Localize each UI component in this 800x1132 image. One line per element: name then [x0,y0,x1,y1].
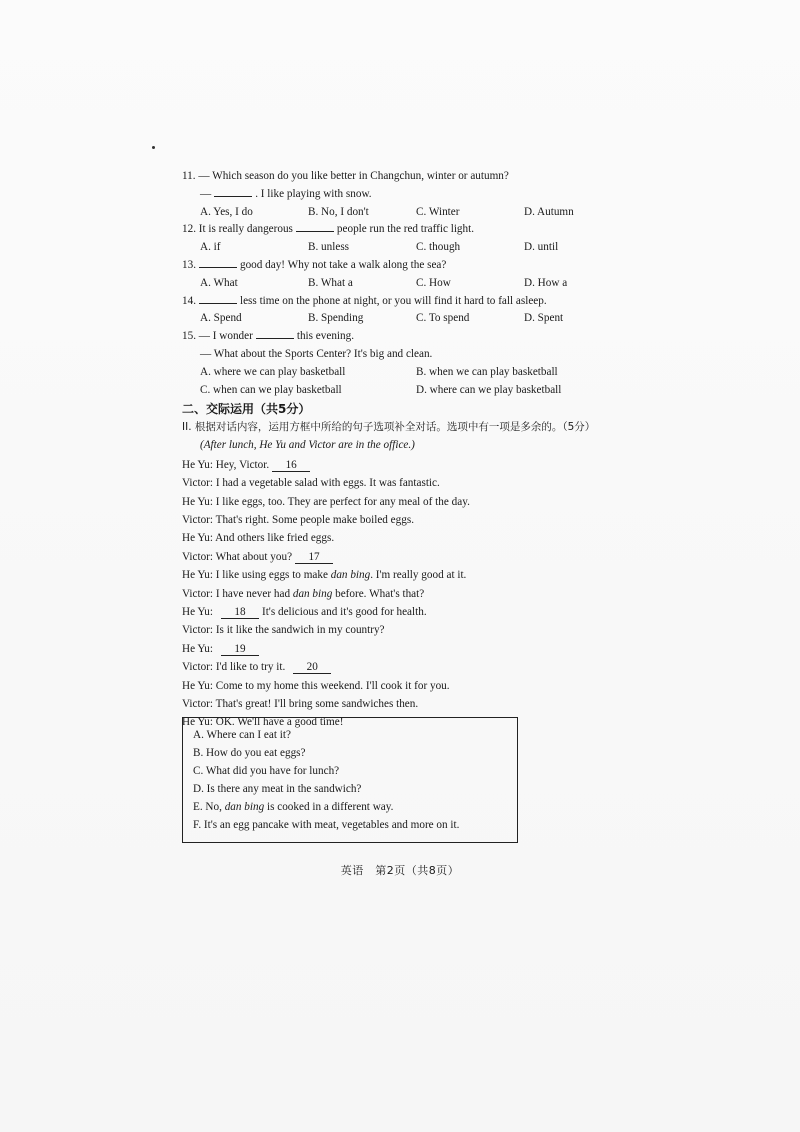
page-footer: 英语 第2页（共8页） [340,864,460,877]
stem-after: less time on the phone at night, or you will find it hard to fall asleep. [239,294,547,307]
question-11-options [182,204,632,222]
line-text: He Yu: Hey, Victor. [182,458,270,471]
question-15-reply: — What about the Sports Center? It's big and clean. [200,347,433,360]
choice-a: A. Where can I eat it? [193,729,291,741]
dialogue-line: He Yu: I like eggs, too. They are perfect for any meal of the day. [182,495,470,508]
italic-term: dan bing [224,800,265,813]
dialogue-line: He Yu: OK. We'll have a good time! [182,716,344,729]
line-text-after: before. What's that? [335,587,425,600]
line-text: Victor: What about you? [182,550,293,563]
answer-blank-20: 20 [293,661,331,674]
dialogue-line: Victor: I had a vegetable salad with eggs. It was fantastic. [182,477,440,490]
scan-speck [152,146,155,149]
question-13-options [182,275,632,293]
option-a: A. Yes, I do [200,205,253,218]
option-a: A. where we can play basketball [200,365,346,378]
dialogue-line [182,640,632,658]
dialogue-line: He Yu: And others like fried eggs. [182,532,335,545]
dialogue-line [182,456,632,474]
line-text: Victor: I have never had [182,587,291,600]
choice-b: B. How do you eat eggs? [193,746,306,759]
stem-before: 14. [182,294,196,307]
option-c: C. How [416,276,451,289]
option-c: C. though [416,241,461,254]
stem-before: 13. [182,258,196,271]
line-text: He Yu: I like using eggs to make [182,569,328,582]
dialogue [182,456,632,732]
option-b: B. unless [308,241,350,254]
question-13-stem [182,257,632,275]
dialogue-line: Victor: Is it like the sandwich in my country? [182,624,385,637]
question-12-options [182,239,632,257]
answer-blank-19: 19 [221,643,259,656]
stem-after: people run the red traffic light. [336,223,475,236]
choice-d: D. Is there any meat in the sandwich? [193,782,362,795]
question-15-options-row2 [182,382,632,400]
option-b: B. No, I don't [308,205,369,218]
dialogue-line: Victor: That's great! I'll bring some sandwiches then. [182,698,419,711]
answer-blank-17: 17 [295,551,333,564]
line-text-after: . I'm really good at it. [370,569,467,582]
answer-blank-16: 16 [272,459,310,472]
answer-blank [256,338,294,339]
choice-text: E. No, [193,800,222,813]
dialogue-line [182,585,632,603]
stem-after: good day! Why not take a walk along the sea? [239,258,447,271]
stem-after: this evening. [296,330,355,343]
question-11-reply: — . I like playing with snow. [200,187,372,200]
stem-before: 12. It is really dangerous [182,223,293,236]
option-a: A. if [200,241,221,254]
question-12-stem [182,221,632,239]
line-text-after: It's delicious and it's good for health. [261,606,427,618]
answer-blank [199,267,237,268]
dialogue-line [182,548,632,566]
dialogue-setting: (After lunch, He Yu and Victor are in the office.) [200,438,415,451]
option-a: A. Spend [200,312,242,325]
stem-before: 15. — I wonder [182,330,253,343]
option-b: B. What a [308,276,353,289]
dialogue-line [182,566,632,584]
option-a: A. What [200,276,238,289]
italic-term: dan bing [292,587,333,600]
italic-term: dan bing [330,569,371,582]
reply-text: . I like playing with snow. [255,187,372,200]
option-b: B. when we can play basketball [416,365,558,378]
dialogue-line: He Yu: Come to my home this weekend. I'll cook it for you. [182,679,450,692]
option-d: D. How a [524,276,568,289]
question-11-stem: 11. — Which season do you like better in Changchun, winter or autumn? [182,170,509,182]
answer-blank-18: 18 [221,606,259,619]
dialogue-line: Victor: That's right. Some people make boiled eggs. [182,513,414,526]
section-title: 二、交际运用（共5分） [182,402,311,417]
dialogue-line [182,658,632,676]
line-text: He Yu: [182,642,213,655]
question-14-options [182,310,632,328]
option-d: D. until [524,241,559,254]
answer-blank [214,196,252,197]
choice-e [193,799,517,817]
option-b: B. Spending [308,312,364,325]
dialogue-line [182,603,632,621]
question-14-stem [182,293,632,311]
choices-box [182,717,518,843]
line-text: He Yu: [182,606,213,618]
choice-c: C. What did you have for lunch? [193,764,340,777]
question-block [182,168,632,732]
choice-f: F. It's an egg pancake with meat, vegetables and more on it. [193,818,460,831]
option-c: C. when can we play basketball [200,383,342,396]
question-15-stem [182,328,632,346]
line-text: Victor: I'd like to try it. [182,661,286,674]
option-c: C. To spend [416,312,470,325]
option-c: C. Winter [416,205,460,218]
question-15-options-row1 [182,364,632,382]
section-instruction: II. 根据对话内容，运用方框中所给的句子选项补全对话。选项中有一项是多余的。（5分） [182,421,596,434]
answer-blank [296,231,334,232]
option-d: D. where can we play basketball [416,383,562,396]
answer-blank [199,303,237,304]
choice-text-after: is cooked in a different way. [266,800,394,813]
option-d: D. Autumn [524,205,574,218]
option-d: D. Spent [524,312,564,325]
